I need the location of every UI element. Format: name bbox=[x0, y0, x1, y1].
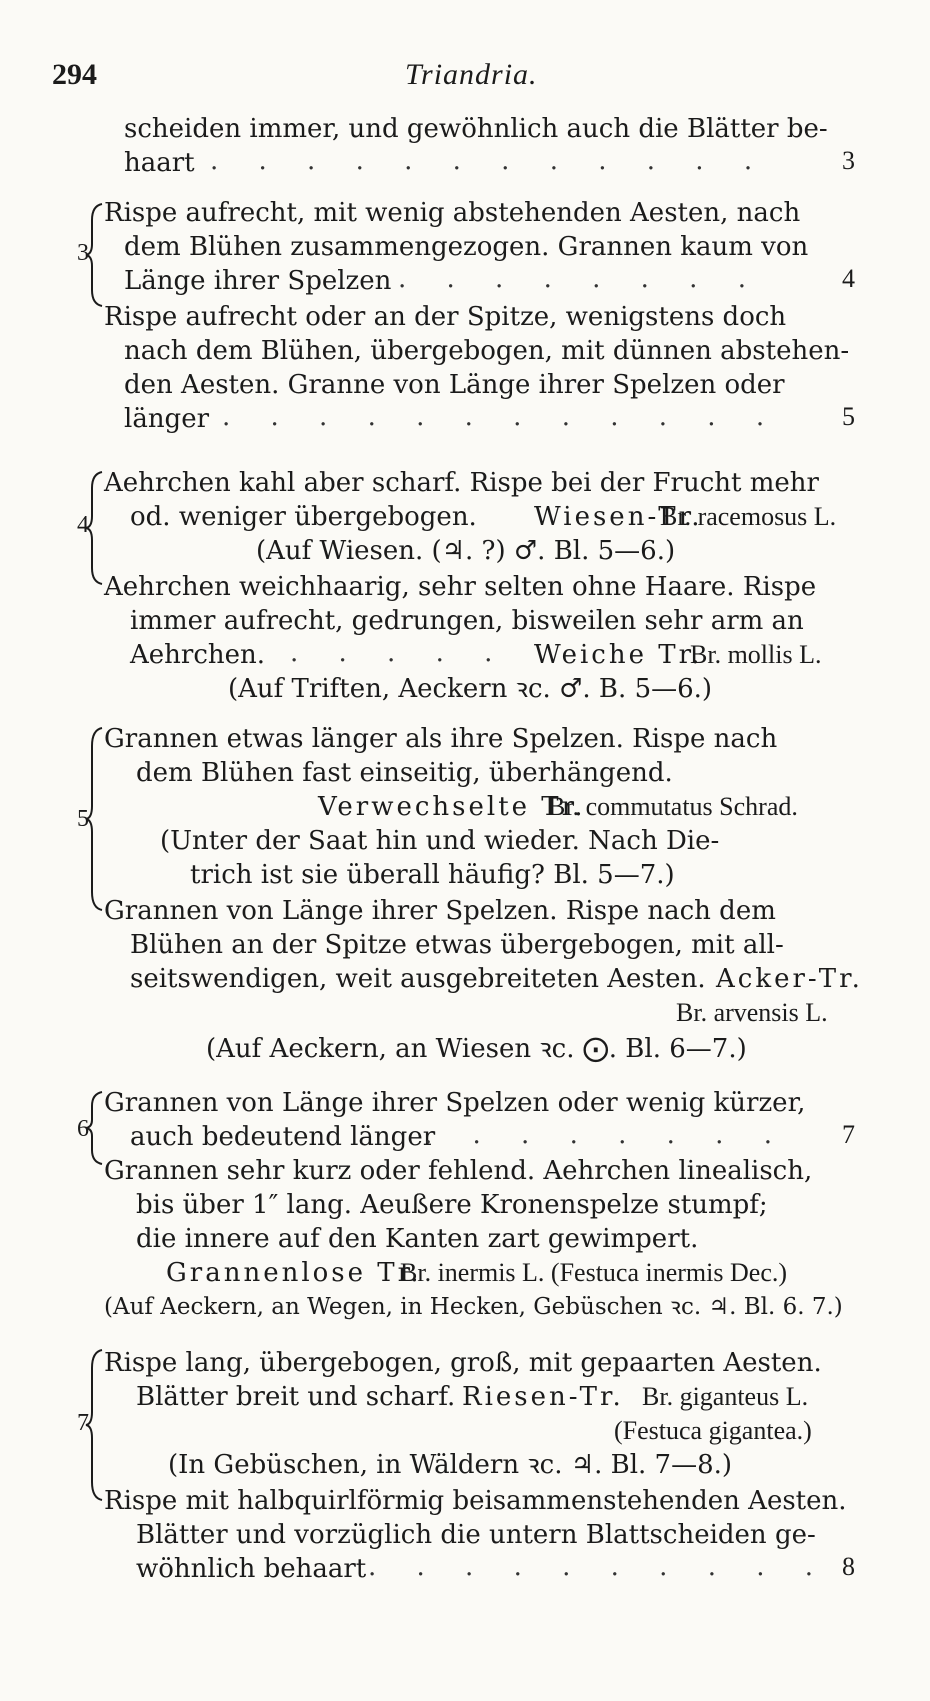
running-title: Triandria. bbox=[405, 58, 538, 91]
text-line: Grannen sehr kurz oder fehlend. Aehrchen linealisch, bbox=[104, 1156, 813, 1186]
text-line: die innere auf den Kanten zart gewimpert. bbox=[136, 1224, 699, 1254]
text-line: den Aesten. Granne von Länge ihrer Spelzen oder bbox=[124, 370, 785, 400]
dot-leader: . . . . . bbox=[290, 638, 509, 668]
habitat-note: (Auf Wiesen. (♃. ?) ♂. Bl. 5—6.) bbox=[256, 536, 676, 566]
text-line: dem Blühen fast einseitig, überhängend. bbox=[136, 758, 673, 788]
text-line: Aehrchen kahl aber scharf. Rispe bei der Frucht mehr bbox=[104, 468, 819, 498]
text-line: Rispe mit halbquirlförmig beisammenstehenden Aesten. bbox=[104, 1486, 847, 1516]
habitat-note: trich ist sie überall häufig? Bl. 5—7.) bbox=[190, 860, 675, 890]
reference-number: 3 bbox=[842, 146, 855, 175]
couplet-number: 4 bbox=[77, 512, 89, 538]
dot-leader: . . . . . . . . . . bbox=[368, 1552, 830, 1582]
couplet-number: 7 bbox=[77, 1410, 89, 1436]
text-line: Grannen von Länge ihrer Spelzen oder wenig kürzer, bbox=[104, 1088, 806, 1118]
common-name: Grannenlose Tr. bbox=[166, 1258, 422, 1288]
text-line: haart bbox=[124, 148, 195, 178]
text-line: nach dem Blühen, übergebogen, mit dünnen abstehen- bbox=[124, 336, 850, 366]
text-line: Blätter und vorzüglich die untern Blattscheiden ge- bbox=[136, 1520, 816, 1550]
habitat-note: (Auf Triften, Aeckern ꝛc. ♂. B. 5—6.) bbox=[228, 674, 713, 704]
couplet-number: 5 bbox=[77, 806, 89, 832]
text-line: seitswendigen, weit ausgebreiteten Aesten. bbox=[130, 964, 706, 994]
dot-leader: . . . . . . . . . . . . bbox=[222, 402, 781, 432]
reference-number: 8 bbox=[842, 1552, 855, 1581]
habitat-note: (Auf Aeckern, an Wegen, in Hecken, Gebüschen ꝛc. ♃. Bl. 6. 7.) bbox=[104, 1294, 843, 1320]
reference-number: 4 bbox=[842, 264, 855, 293]
common-name: Riesen-Tr. bbox=[462, 1382, 624, 1412]
text-line: Grannen von Länge ihrer Spelzen. Rispe nach dem bbox=[104, 896, 776, 926]
reference-number: 5 bbox=[842, 402, 855, 431]
text-line: bis über 1″ lang. Aeußere Kronenspelze stumpf; bbox=[136, 1190, 768, 1220]
latin-name: Br. mollis L. bbox=[690, 640, 822, 669]
dot-leader: . . . . . . . . bbox=[424, 1120, 788, 1150]
text-line: Grannen etwas länger als ihre Spelzen. Rispe nach bbox=[104, 724, 778, 754]
text-line: Länge ihrer Spelzen bbox=[124, 266, 392, 296]
text-line: länger bbox=[124, 404, 210, 434]
text-line: immer aufrecht, gedrungen, bisweilen sehr arm an bbox=[130, 606, 804, 636]
latin-name: Br. racemosus L. bbox=[660, 502, 837, 531]
latin-name: Br. arvensis L. bbox=[676, 998, 828, 1027]
text-line: wöhnlich behaart bbox=[136, 1554, 367, 1584]
dot-leader: . . . . . . . . bbox=[398, 264, 762, 294]
reference-number: 7 bbox=[842, 1120, 855, 1149]
dot-leader: . . . . . . . . . . . . bbox=[210, 146, 769, 176]
common-name: Verwechselte Tr. bbox=[318, 792, 586, 822]
text-line: auch bedeutend länger bbox=[130, 1122, 436, 1152]
text-line: Rispe aufrecht, mit wenig abstehenden Aesten, nach bbox=[104, 198, 801, 228]
text-line: Rispe aufrecht oder an der Spitze, wenigstens doch bbox=[104, 302, 787, 332]
text-line: od. weniger übergebogen. bbox=[130, 502, 477, 532]
text-line: Aehrchen. bbox=[130, 640, 266, 670]
latin-name: (Festuca gigantea.) bbox=[614, 1416, 812, 1445]
couplet-number: 3 bbox=[77, 240, 89, 266]
latin-name: Br. giganteus L. bbox=[642, 1382, 809, 1411]
couplet-number: 6 bbox=[77, 1116, 89, 1142]
common-name: Acker-Tr. bbox=[716, 964, 863, 994]
text-line: Blätter breit und scharf. bbox=[136, 1382, 456, 1412]
text-line: Blühen an der Spitze etwas übergebogen, mit all- bbox=[130, 930, 784, 960]
page-number: 294 bbox=[52, 58, 97, 91]
habitat-note: (Auf Aeckern, an Wiesen ꝛc. ⨀. Bl. 6—7.) bbox=[206, 1034, 747, 1064]
text-line: scheiden immer, und gewöhnlich auch die Blätter be- bbox=[124, 114, 828, 144]
text-line: dem Blühen zusammengezogen. Grannen kaum von bbox=[124, 232, 809, 262]
habitat-note: (In Gebüschen, in Wäldern ꝛc. ♃. Bl. 7—8.) bbox=[168, 1450, 733, 1480]
text-line: Rispe lang, übergebogen, groß, mit gepaarten Aesten. bbox=[104, 1348, 822, 1378]
latin-name: Br. commutatus Schrad. bbox=[548, 792, 798, 821]
common-name: Weiche Tr. bbox=[534, 640, 703, 670]
common-name: Wiesen-Tr. bbox=[534, 502, 703, 532]
latin-name: Br. inermis L. (Festuca inermis Dec.) bbox=[400, 1258, 788, 1287]
habitat-note: (Unter der Saat hin und wieder. Nach Die- bbox=[160, 826, 720, 856]
text-line: Aehrchen weichhaarig, sehr selten ohne Haare. Rispe bbox=[104, 572, 817, 602]
